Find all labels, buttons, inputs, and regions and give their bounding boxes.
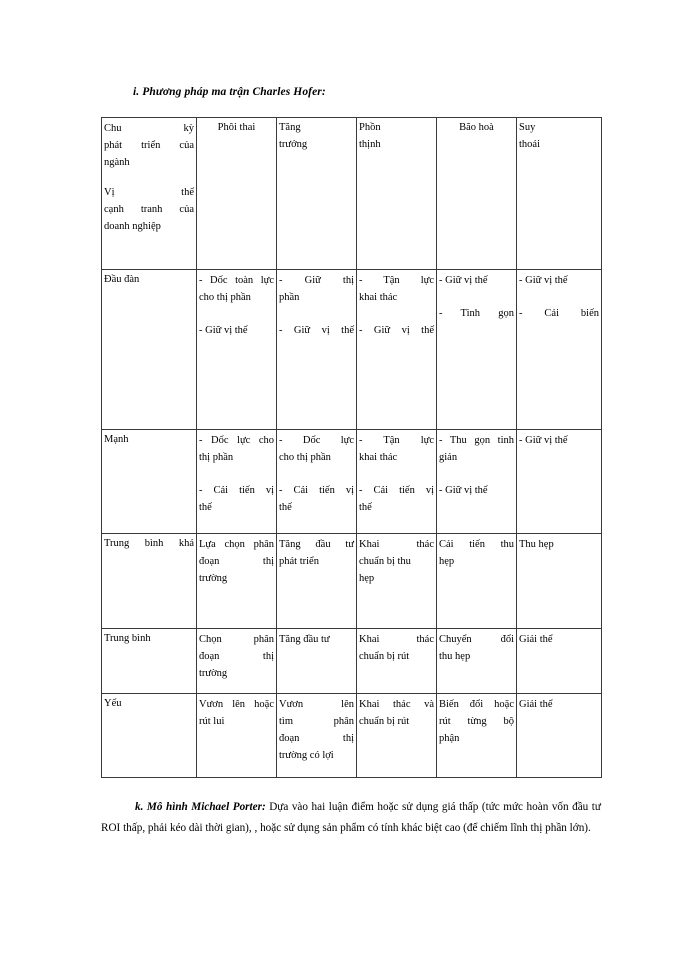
row-axis-line-3: ngành — [104, 157, 130, 168]
cell-manh-tang-truong — [277, 430, 357, 534]
column-header-label-line1: Phồn — [359, 122, 381, 133]
cell-line: - Cải tiến vị — [359, 485, 434, 496]
cell-spacer — [439, 466, 514, 482]
closing-body: Dựa vào hai luận điểm hoặc sử dụng giá thấp (tức mức hoàn vốn đầu tư ROI thấp, phải kéo dài thời gian), , hoặc sử dụng sản phẩm có tính khác biệt cao (để chiếm lĩnh thị phần lớn). — [101, 801, 601, 834]
column-header-suy-thoai — [517, 118, 602, 270]
cell-spacer — [359, 306, 434, 322]
cell-line: thu hẹp — [439, 651, 471, 662]
cell-line: - Giữ vị thế — [439, 275, 488, 286]
cell-spacer — [279, 306, 354, 322]
axis-legend-cell — [102, 118, 197, 270]
cell-tb-suy-thoai — [517, 629, 602, 694]
cell-tbk-phon-thinh — [357, 534, 437, 629]
closing-lead-in: Mô hình Michael Porter: — [146, 801, 266, 813]
column-header-tang-truong — [277, 118, 357, 270]
cell-line: Giải thể — [519, 634, 553, 645]
cell-line: - Giữ vị thế — [359, 325, 434, 336]
table-row — [102, 629, 602, 694]
col-axis-line-2: cạnh tranh của — [104, 204, 194, 215]
column-header-label: Bão hoà — [459, 122, 494, 133]
column-header-label-line1: Suy — [519, 122, 536, 133]
closing-paragraph — [101, 797, 601, 838]
column-header-bao-hoa — [437, 118, 517, 270]
cell-line: - Tinh gọn — [439, 308, 514, 319]
cell-line: - Giữ vị thế — [439, 485, 488, 496]
cell-line: Khai thác — [359, 634, 434, 645]
column-header-label-line2: thịnh — [359, 138, 381, 150]
row-header-label: Trung bình — [104, 633, 151, 644]
cell-line: đoạn thị — [199, 651, 274, 662]
cell-line: chuẩn bị rút — [359, 716, 410, 727]
cell-spacer — [199, 306, 274, 322]
row-axis-line-1: Chu kỳ — [104, 123, 194, 134]
section-heading-text: i. Phương pháp ma trận Charles Hofer: — [133, 86, 326, 98]
cell-line: phận — [439, 733, 460, 744]
cell-line: - Tận lực — [359, 435, 434, 446]
column-header-label-line2: trưởng — [279, 138, 308, 150]
cell-dau-dan-suy-thoai — [517, 270, 602, 430]
cell-line: rút từng bộ — [439, 716, 514, 727]
cell-line: thế — [199, 502, 212, 513]
cell-line: Vươn lên hoặc — [199, 699, 274, 710]
cell-spacer — [359, 466, 434, 482]
cell-line: thế — [279, 502, 292, 513]
cell-line: trường — [199, 573, 228, 584]
cell-line: Tăng đầu tư — [279, 539, 354, 550]
cell-line: hẹp — [439, 556, 455, 567]
row-header-trung-binh-kha — [102, 534, 197, 629]
row-axis-line-2: phát triển của — [104, 140, 194, 151]
column-header-label-line2: thoái — [519, 138, 540, 150]
table-row — [102, 534, 602, 629]
cell-dau-dan-phon-thinh — [357, 270, 437, 430]
cell-dau-dan-bao-hoa — [437, 270, 517, 430]
cell-line: Cải tiến thu — [439, 539, 514, 550]
col-axis-line-1: Vị thế — [104, 187, 194, 198]
cell-line: Chọn phân — [199, 634, 274, 645]
cell-tb-phon-thinh — [357, 629, 437, 694]
column-header-phoi-thai — [197, 118, 277, 270]
cell-line: hẹp — [359, 573, 375, 584]
cell-tb-tang-truong — [277, 629, 357, 694]
cell-line: - Cải biến — [519, 308, 599, 319]
cell-line: Lựa chọn phân — [199, 539, 274, 550]
cell-line: - Giữ vị thế — [199, 325, 248, 336]
cell-line: trường — [199, 668, 228, 679]
cell-yeu-phoi-thai — [197, 694, 277, 778]
cell-manh-phoi-thai — [197, 430, 277, 534]
cell-line: phần — [279, 292, 300, 303]
row-header-dau-dan — [102, 270, 197, 430]
row-header-label: Yếu — [104, 698, 122, 709]
axis-legend-gap — [104, 171, 194, 184]
cell-line: chuẩn bị thu — [359, 556, 411, 567]
charles-hofer-matrix — [101, 117, 601, 778]
row-header-label: Mạnh — [104, 434, 129, 445]
cell-spacer — [519, 289, 599, 305]
section-heading — [101, 86, 601, 98]
cell-line: tìm phân — [279, 716, 354, 727]
table-header-row — [102, 118, 602, 270]
cell-line: Giải thể — [519, 699, 553, 710]
cell-line: thế — [359, 502, 372, 513]
cell-line: - Dốc lực — [279, 435, 354, 446]
cell-tb-bao-hoa — [437, 629, 517, 694]
cell-line: Chuyển đổi — [439, 634, 514, 645]
column-header-phon-thinh — [357, 118, 437, 270]
cell-line: đoạn thị — [199, 556, 274, 567]
col-axis-line-3: doanh nghiệp — [104, 221, 161, 232]
cell-line: khai thác — [359, 452, 398, 463]
cell-line: - Thu gọn tinh — [439, 435, 514, 446]
cell-manh-suy-thoai — [517, 430, 602, 534]
row-header-yeu — [102, 694, 197, 778]
cell-line: chuẩn bị rút — [359, 651, 410, 662]
cell-line: - Giữ vị thế — [519, 275, 568, 286]
row-header-manh — [102, 430, 197, 534]
cell-line: rút lui — [199, 716, 225, 727]
column-header-label: Phôi thai — [217, 122, 256, 133]
row-header-trung-binh — [102, 629, 197, 694]
cell-tbk-tang-truong — [277, 534, 357, 629]
table-row — [102, 694, 602, 778]
cell-yeu-bao-hoa — [437, 694, 517, 778]
cell-line: - Giữ thị — [279, 275, 354, 286]
cell-line: - Cải tiến vị — [279, 485, 354, 496]
matrix-table — [101, 117, 602, 778]
cell-line: Tăng đầu tư — [279, 634, 330, 645]
cell-manh-bao-hoa — [437, 430, 517, 534]
cell-line: - Cải tiến vị — [199, 485, 274, 496]
cell-line: đoạn thị — [279, 733, 354, 744]
cell-line: cho thị phần — [199, 292, 251, 303]
cell-tbk-bao-hoa — [437, 534, 517, 629]
cell-line: - Tận lực — [359, 275, 434, 286]
cell-dau-dan-tang-truong — [277, 270, 357, 430]
cell-line: - Dốc toàn lực — [199, 275, 274, 286]
cell-yeu-suy-thoai — [517, 694, 602, 778]
cell-line: phát triển — [279, 556, 319, 567]
column-header-label-line1: Tăng — [279, 122, 301, 133]
cell-line: Vươn lên — [279, 699, 354, 710]
cell-line: - Giữ vị thế — [279, 325, 354, 336]
cell-spacer — [279, 466, 354, 482]
table-row — [102, 270, 602, 430]
cell-tbk-phoi-thai — [197, 534, 277, 629]
cell-line: - Giữ vị thế — [519, 435, 568, 446]
cell-line: cho thị phần — [279, 452, 331, 463]
cell-line: Thu hẹp — [519, 539, 554, 550]
row-header-label: Trung bình khá — [104, 538, 194, 549]
cell-tb-phoi-thai — [197, 629, 277, 694]
closing-marker: k. — [135, 801, 147, 813]
cell-spacer — [199, 466, 274, 482]
cell-line: thị phần — [199, 452, 234, 463]
row-header-label: Đầu đàn — [104, 274, 140, 285]
cell-line: Khai thác — [359, 539, 434, 550]
cell-yeu-phon-thinh — [357, 694, 437, 778]
cell-manh-phon-thinh — [357, 430, 437, 534]
cell-line: Khai thác và — [359, 699, 434, 710]
cell-line: - Dốc lực cho — [199, 435, 274, 446]
cell-dau-dan-phoi-thai — [197, 270, 277, 430]
cell-tbk-suy-thoai — [517, 534, 602, 629]
table-row — [102, 430, 602, 534]
cell-line: trường có lợi — [279, 750, 334, 761]
cell-yeu-tang-truong — [277, 694, 357, 778]
cell-line: Biến đổi hoặc — [439, 699, 514, 710]
cell-line: giản — [439, 452, 458, 463]
cell-line: khai thác — [359, 292, 398, 303]
cell-spacer — [439, 289, 514, 305]
